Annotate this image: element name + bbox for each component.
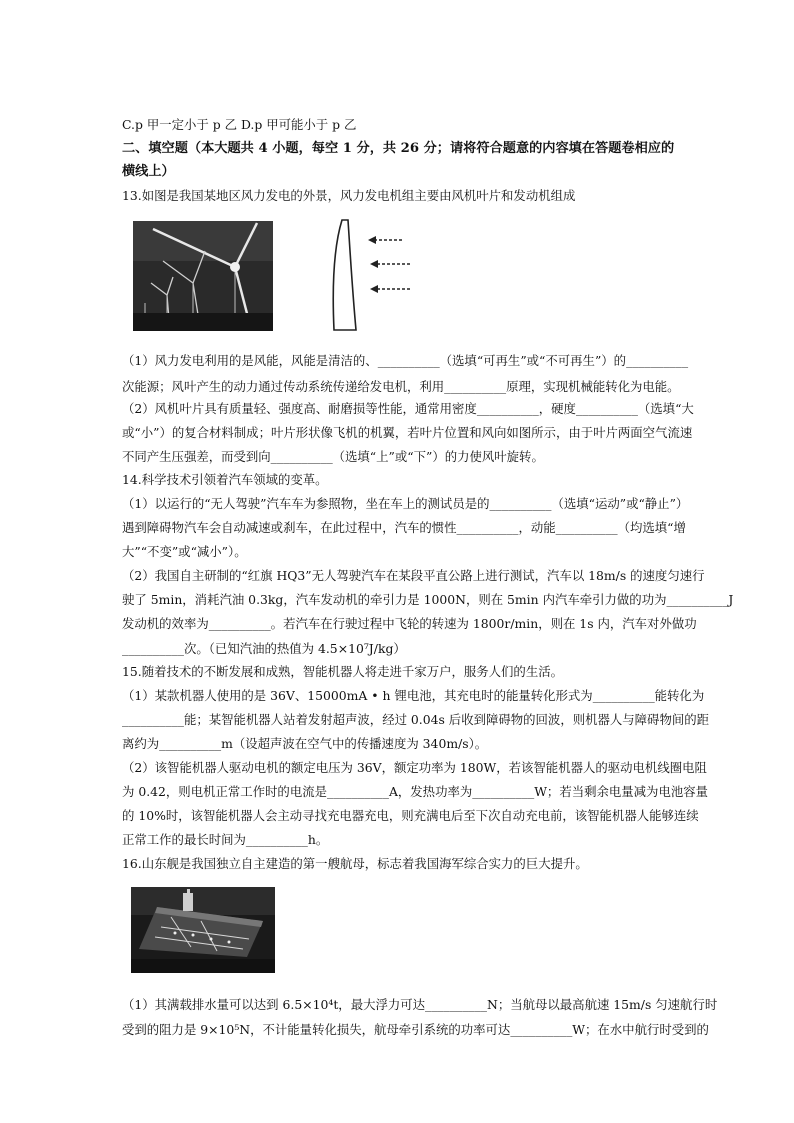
q15-part2-line3: 的 10%时，该智能机器人会主动寻找充电器充电，则充满电后至下次自动充电前，该智能机器人能够连续 bbox=[122, 808, 699, 823]
aircraft-carrier-image bbox=[131, 887, 275, 973]
q16-part1-line2: 受到的阻力是 9×10⁵N，不计能量转化损失，航母牵引系统的功率可达__________W；在水中航行时受到的 bbox=[122, 1022, 709, 1037]
q13-part1-line1: （1）风力发电利用的是风能，风能是清洁的、__________（选填“可再生”或“不可再生”）的__________ bbox=[122, 353, 689, 368]
question-13-stem: 13.如图是我国某地区风力发电的外景，风力发电机组主要由风机叶片和发动机组成 bbox=[122, 188, 576, 203]
q15-part2-line1: （2）该智能机器人驱动电机的额定电压为 36V，额定功率为 180W，若该智能机器人的驱动电机线圈电阻 bbox=[122, 760, 707, 775]
q14-part1-line1: （1）以运行的“无人驾驶”汽车车为参照物，坐在车上的测试员是的__________（选填“运动”或“静止”） bbox=[122, 496, 689, 511]
choice-options-cd: C.p 甲一定小于 p 乙 D.p 甲可能小于 p 乙 bbox=[122, 117, 357, 132]
q14-part1-line2: 遇到障碍物汽车会自动减速或刹车，在此过程中，汽车的惯性__________，动能__________（均选填“增 bbox=[122, 520, 686, 535]
section-heading: 二、填空题（本大题共 4 小题，每空 1 分，共 26 分；请将符合题意的内容填在答题卷相应的 bbox=[122, 141, 675, 156]
aircraft-carrier-photo bbox=[131, 887, 275, 973]
q15-part2-line4: 正常工作的最长时间为__________h。 bbox=[122, 832, 329, 847]
q15-part1-line1: （1）某款机器人使用的是 36V、15000mA • h 锂电池，其充电时的能量转化形式为__________能转化为 bbox=[122, 688, 705, 703]
q14-part2-line3: 发动机的效率为__________。若汽车在行驶过程中飞轮的转速为 1800r/min，则在 1s 内，汽车对外做功 bbox=[122, 616, 697, 631]
wind-turbine-photo bbox=[133, 221, 273, 331]
q16-part1-line1: （1）其满载排水量可以达到 6.5×10⁴t，最大浮力可达__________N；当航母以最高航速 15m/s 匀速航行时 bbox=[122, 997, 718, 1012]
q13-part2-line1: （2）风机叶片具有质量轻、强度高、耐磨损等性能，通常用密度__________，硬度__________（选填“大 bbox=[122, 401, 694, 416]
question-15-stem: 15.随着技术的不断发展和成熟，智能机器人将走进千家万户，服务人们的生活。 bbox=[122, 664, 563, 679]
q13-part2-line3: 不同产生压强差，而受到向__________（选填“上”或“下”）的力使风叶旋转。 bbox=[122, 449, 544, 464]
q13-part2-line2: 或“小”）的复合材料制成；叶片形状像飞机的机翼，若叶片位置和风向如图所示，由于叶片两面空气流速 bbox=[122, 425, 693, 440]
q15-part1-line2: __________能；某智能机器人站着发射超声波，经过 0.04s 后收到障碍物的回波，则机器人与障碍物间的距 bbox=[122, 712, 710, 727]
question-16-stem: 16.山东舰是我国独立自主建造的第一艘航母，标志着我国海军综合实力的巨大提升。 bbox=[122, 856, 588, 871]
question-14-stem: 14.科学技术引领着汽车领域的变革。 bbox=[122, 472, 328, 487]
q14-part2-line2: 驶了 5min，消耗汽油 0.3kg，汽车发动机的牵引力是 1000N，则在 5min 内汽车牵引力做的功为__________J bbox=[122, 592, 734, 607]
section-heading-cont: 横线上） bbox=[122, 164, 175, 179]
blade-cross-section-diagram bbox=[330, 216, 430, 334]
q14-part2-line4: __________次。（已知汽油的热值为 4.5×10⁷J/kg） bbox=[122, 641, 406, 656]
q14-part2-line1: （2）我国自主研制的“红旗 HQ3”无人驾驶汽车在某段平直公路上进行测试，汽车以 18m/s 的速度匀速行 bbox=[122, 568, 705, 583]
q13-part1-line2: 次能源；风叶产生的动力通过传动系统传递给发电机，利用__________原理，实现机械能转化为电能。 bbox=[122, 379, 680, 394]
q15-part1-line3: 离约为__________m（设超声波在空气中的传播速度为 340m/s）。 bbox=[122, 736, 488, 751]
q15-part2-line2: 为 0.42，则电机正常工作时的电流是__________A，发热功率为__________W；若当剩余电量减为电池容量 bbox=[122, 784, 709, 799]
q14-part1-line3: 大”“不变”或“减小”）。 bbox=[122, 544, 247, 559]
wind-turbine-image bbox=[133, 221, 273, 331]
